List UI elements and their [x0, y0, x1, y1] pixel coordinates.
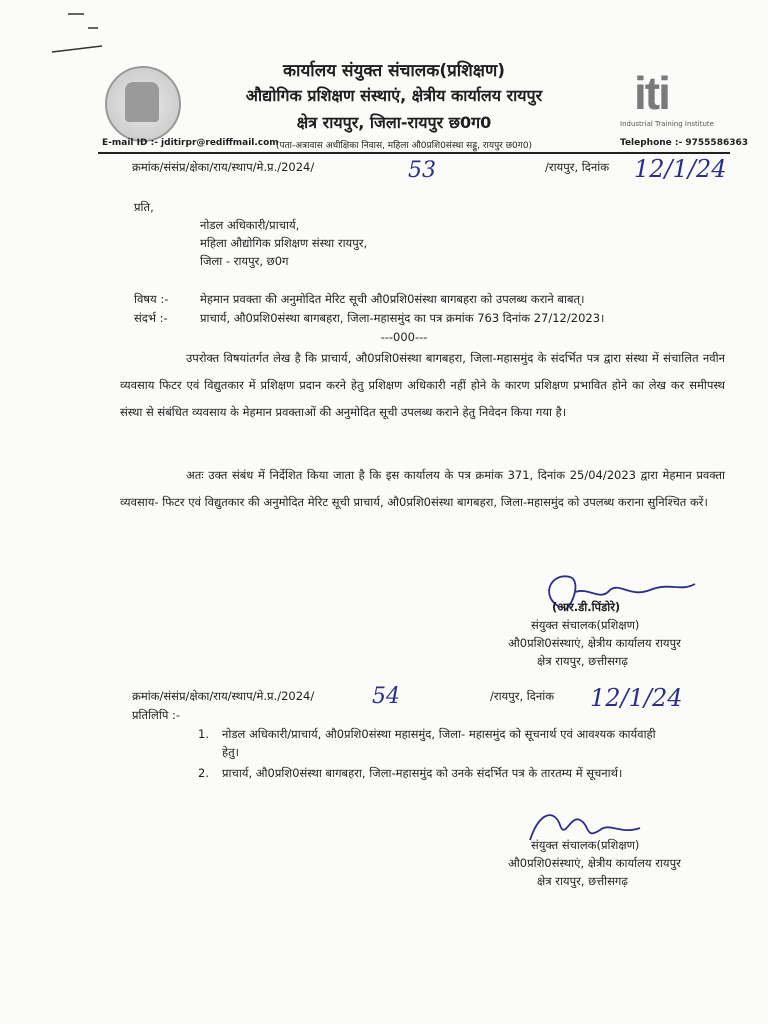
handwritten-date: 12/1/24 [634, 155, 727, 183]
pen-mark [40, 8, 110, 58]
signatory-region: क्षेत्र रायपुर, छत्तीसगढ़ [537, 654, 628, 668]
to-label: प्रति, [134, 200, 154, 214]
copy-item-1-num: 1. [198, 727, 209, 741]
office-address: (पता-अत्रावास अधीक्षिका निवास, महिला औ0प्रशि0संस्था सड्डू, रायपुर छ0ग0) [275, 141, 533, 151]
ref-number: क्रमांक/संसंप्र/क्षेका/राय/स्थाप/मे.प्र./2024/ [132, 160, 315, 174]
copy-item-2-num: 2. [198, 766, 209, 780]
handwritten-date-2: 12/1/24 [590, 684, 683, 712]
reference-text: प्राचार्य, औ0प्रशि0संस्था बागबहरा, जिला-महासमुंद का पत्र क्रमांक 763 दिनांक 27/12/2023। [200, 311, 605, 325]
email-line: E-mail ID :- jditirpr@rediffmail.com [102, 138, 279, 148]
signatory-region-2: क्षेत्र रायपुर, छत्तीसगढ़ [537, 874, 628, 888]
date-label-2: /रायपुर, दिनांक [490, 689, 555, 703]
signatory-office-2: औ0प्रशि0संस्थाएं, क्षेत्रीय कार्यालय रायपुर [508, 856, 681, 870]
signatory-name: (आर.डी.पिंडोरे) [552, 600, 621, 614]
to-line-3: जिला - रायपुर, छ0ग [200, 254, 289, 268]
office-subtitle: औद्योगिक प्रशिक्षण संस्थाएं, क्षेत्रीय कार्यालय रायपुर [245, 86, 543, 105]
to-line-2: महिला औद्योगिक प्रशिक्षण संस्था रायपुर, [200, 236, 368, 250]
to-line-1: नोडल अधिकारी/प्राचार्य, [200, 218, 300, 232]
signatory-office: औ0प्रशि0संस्थाएं, क्षेत्रीय कार्यालय रायपुर [508, 636, 681, 650]
telephone-line: Telephone :- 9755586363 [620, 138, 749, 148]
copy-item-1-cont: हेतु। [222, 745, 240, 759]
header-divider [98, 152, 730, 154]
handwritten-ref-no: 53 [408, 158, 436, 183]
signatory-title: संयुक्त संचालक(प्रशिक्षण) [531, 618, 640, 632]
ref-number-2: क्रमांक/संसंप्र/क्षेका/राय/स्थाप/मे.प्र./2024/ [132, 689, 315, 703]
reference-label: संदर्भ :- [134, 311, 168, 325]
date-label: /रायपुर, दिनांक [545, 160, 610, 174]
separator: ---000--- [380, 330, 428, 344]
body-paragraph-1: उपरोक्त विषयांतर्गत लेख है कि प्राचार्य, औ0प्रशि0संस्था बागबहरा, जिला-महासमुंद के संदर्भित पत्र द्वारा संस्था में संचालित नवीन व्यवसाय फिटर एवं विद्युतकार में प्रशिक्षण प्रदान करने हेतु प्रशिक्षण अधिकारी नहीं होने के कारण प्रशिक्षण प्रभावित होने का लेख कर समीपस्थ संस्था से संबंधित व्यवसाय के मेहमान प्रवक्ताओं की अनुमोदित सूची उपलब्ध कराने हेतु निवेदन किया गया है। [120, 351, 725, 419]
handwritten-ref-no-2: 54 [372, 684, 400, 709]
office-title: कार्यालय संयुक्त संचालक(प्रशिक्षण) [282, 61, 506, 81]
copy-label: प्रतिलिपि :- [132, 708, 181, 722]
subject-label: विषय :- [134, 292, 169, 306]
office-location: क्षेत्र रायपुर, जिला-रायपुर छ0ग0 [296, 113, 492, 132]
signatory-title-2: संयुक्त संचालक(प्रशिक्षण) [531, 838, 640, 852]
body-paragraph-2: अतः उक्त संबंध में निर्देशित किया जाता है कि इस कार्यालय के पत्र क्रमांक 371, दिनांक 25/04/2023 द्वारा मेहमान प्रवक्ता व्यवसाय- फिटर एवं विद्युतकार की अनुमोदित मेरिट सूची प्राचार्य, औ0प्रशि0संस्था बागबहरा, जिला-महासमुंद को उपलब्ध कराना सुनिश्चित करें। [120, 468, 725, 509]
iti-logo: iti [634, 67, 669, 119]
copy-item-2-text: प्राचार्य, औ0प्रशि0संस्था बागबहरा, जिला-महासमुंद को उनके संदर्भित पत्र के तारतम्य में सूचनार्थ। [222, 766, 623, 780]
copy-item-1-text: नोडल अधिकारी/प्राचार्य, औ0प्रशि0संस्था महासमुंद, जिला- महासमुंद को सूचनार्थ एवं आवश्यक कार्यवाही [222, 727, 656, 741]
subject-text: मेहमान प्रवक्ता की अनुमोदित मेरिट सूची औ0प्रशि0संस्था बागबहरा को उपलब्ध कराने बाबत्। [200, 292, 585, 306]
iti-caption: Industrial Training Institute [620, 120, 714, 128]
